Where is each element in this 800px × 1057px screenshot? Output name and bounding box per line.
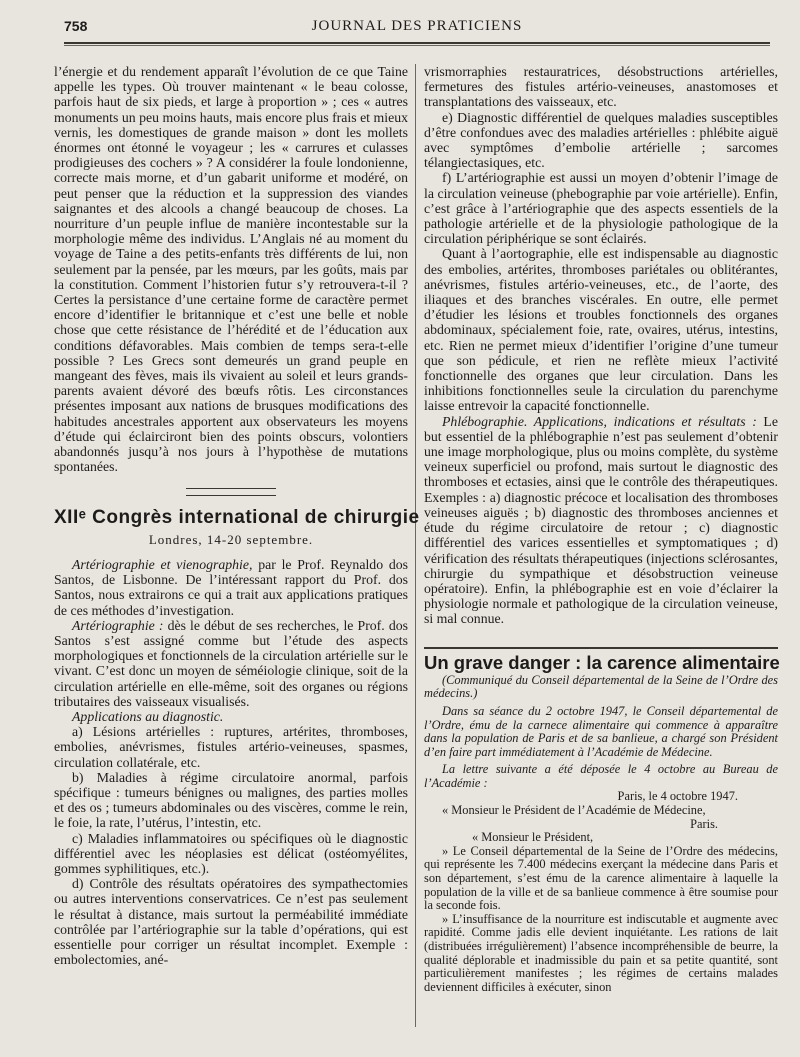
paragraph-text: par le Prof. Reynaldo dos Santos, de Lisbonne. De l’intéressant rapport du Prof. dos Santos, nous extrairons ce qui a trait aux applications pratiques de ces méthodes d’investigation. bbox=[54, 556, 408, 618]
list-item: c) Maladies inflammatoires ou spécifiques où le diagnostic différentiel avec les néoplasies est délicat (ostéomyélites, gommes syphilitiques, etc.). bbox=[54, 830, 408, 876]
paragraph bbox=[424, 414, 778, 627]
page-number: 758 bbox=[64, 18, 88, 34]
letter-paragraph: » L’insuffisance de la nourriture est indiscutable et augmente avec rapidité. Comme jadis elle devient inquiétante. Les rations de lait (distribuées irrégulièrement) l’absence incompréhensible de beurre, la qualité déplorable et inadmissible du pain et sa petite quantité, sont particulièrement manifestes ; les régimes de certains malades deviennent difficiles à exécuter, sinon bbox=[424, 911, 778, 994]
letter-intro: La lettre suivante a été déposée le 4 octobre au Bureau de l’Académie : bbox=[424, 762, 778, 790]
paragraph-text: dès le début de ses recherches, le Prof. dos Santos s’est assigné comme but l’étude des aspects morphologiques et fonctionnels de la circulation artérielle sur le vivant. C’est donc un moyen de séméiologie clinique, soit de la circulation artérielle en elle-même, soit des organes ou régions tributaires des vaisseaux visualisés. bbox=[54, 617, 408, 709]
list-item: e) Diagnostic différentiel de quelques maladies susceptibles d’être confondues avec des maladies artérielles : phlébite aiguë avec symptômes d’embolie artérielle ; sarcomes télangiectasiques, etc. bbox=[424, 109, 778, 171]
paragraph-lead: Phlébographie. Applications, indications et résultats : bbox=[442, 413, 757, 429]
letter-address-city: Paris. bbox=[690, 816, 718, 831]
paragraph: vrismorraphies restauratrices, désobstructions artérielles, fermetures des fistules artério-veineuses, anastomoses et transplantations des vaisseaux, etc. bbox=[424, 64, 778, 110]
congress-title: XIIᵉ Congrès international de chirurgie bbox=[54, 507, 420, 529]
article-title: Un grave danger : la carence alimentaire bbox=[424, 647, 778, 670]
paragraph: Quant à l’aortographie, elle est indispensable au diagnostic des embolies, artérites, thromboses pariétales ou oblitérantes, anévrismes, fistules artério-veineuses, etc., de l’aorte, des iliaques et des branches viscérales. En outre, elle permet d’étudier les lésions et troubles fonctionnels des organes abdominaux, spécialement foie, rate, ovaires, utérus, intestins, etc. Rien ne permet mieux d’identifier l’origine d’une tumeur que son pédicule, et rien ne reflète mieux l’activité fonctionnelle des organes que leur circulation. Dans les inhibitions fonctionnelles seule la circulation du parenchyme laisse entrevoir la capacité fonctionnelle. bbox=[424, 246, 778, 414]
section-separator bbox=[186, 488, 276, 496]
paragraph: l’énergie et du rendement apparaît l’évolution de ce que Taine appelle les types. Où trouver maintenant « le beau colosse, parfois haut de six pieds, et large à proportion » ; ces « autres monuments un peu moins hauts, mais encore plus frais et mieux vernis, les domestiques de grande maison » dont les mollets énormes ont étonné le voyageur ; les « carrures et culasses prodigieuses des cochers » ? A considérer la foule londonienne, correcte mais morne, et d’un gabarit uniforme et modéré, on peut penser que la réduction et la suppression des viandes saignantes et des alcools a changé beaucoup de choses. La nourriture d’un peuple influe de manière incontestable sur la morphologie même des individus. L’Anglais né au moment du voyage de Taine a des petits-enfants très différents de lui, non seulement par la pensée, par les mœurs, par les goûts, mais par la constitution. Comment l’historien futur s’y retrouvera-t-il ? Certes la persistance d’une certaine forme de caractère permet encore d’identifier le britannique et c’est une belle et noble chose que cette résistance de l’hérédité et de l’éducation aux conditions défavorables. Mais combien de temps sera-t-elle possible ? Les Grecs sont demeurés un grand peuple en mangeant des fèves, mais ils vivaient au soleil et leurs grands-parents avaient dévoré des bœufs rôtis. Les circonstances présentes imposant aux nations de brusques modifications des habitudes ancestrales apportent aux observateurs les moyens d’étude qui éclairciront bien des points obscurs, volontiers abandonnés jusqu’à nos jours à l’hypothèse de mutations spontanées. bbox=[54, 64, 408, 475]
letter-salutation: « Monsieur le Président, bbox=[472, 830, 594, 845]
paragraph bbox=[54, 618, 408, 709]
right-column bbox=[424, 64, 778, 994]
header-rule-thin bbox=[64, 45, 770, 46]
letter-paragraph: » Le Conseil départemental de la Seine de l’Ordre des médecins, qui représente les 7.400 médecins exerçant la médecine dans Paris et son département, s’est ému de la carence alimentaire à laquelle la population de la ville et de sa banlieue commence à être soumise pour la seconde fois. bbox=[424, 843, 778, 913]
list-item: b) Maladies à régime circulatoire anormal, parfois spécifique : tumeurs bénignes ou malignes, des parties molles et des os ; tumeurs abdominales ou des viscères, comme le rein, le foie, la rate, l’utérus, l’intestin, etc. bbox=[54, 769, 408, 831]
subheading: Applications au diagnostic. bbox=[72, 708, 224, 724]
letter-address: « Monsieur le Président de l’Académie de Médecine, bbox=[442, 803, 706, 818]
paragraph-text: Le but essentiel de la phlébographie n’est pas seulement d’obtenir une image morphologique, plus ou moins complète, du système veineux superficiel ou profond, mais surtout le diagnostic des thromboses et ectasies, ainsi que le contrôle des thérapeutiques. Exemples : a) diagnostic précoce et localisation des thromboses veineuses aiguës ; b) diagnostic des thromboses anciennes et étude du régime circulatoire de retour ; c) diagnostic différentiel des varices essentielles et symptomatiques ; d) vérification des résultats thérapeutiques (injections sclérosantes, chirurgie du sympathique et désobstruction veineuse opératoire). Enfin, la phlébographie est en voie d’éclairer la physiologie normale et pathologique de la circulation veineuse, si mal connue. bbox=[424, 413, 779, 627]
paragraph bbox=[54, 557, 408, 618]
congress-subtitle: Londres, 14-20 septembre. bbox=[148, 531, 314, 547]
paragraph-lead: Artériographie : bbox=[72, 617, 164, 633]
header-rule bbox=[64, 42, 770, 44]
journal-title: JOURNAL DES PRATICIENS bbox=[311, 18, 523, 34]
communique-note: (Communiqué du Conseil départemental de la Seine de l’Ordre des médecins.) bbox=[424, 672, 778, 701]
list-item: a) Lésions artérielles : ruptures, artérites, thromboses, embolies, anévrismes, fistules artério-veineuses, spasmes, circulation collatérale, etc. bbox=[54, 724, 408, 770]
column-divider bbox=[415, 64, 416, 1027]
list-item: f) L’artériographie est aussi un moyen d’obtenir l’image de la circulation veineuse (phebographie par voie artérielle). Enfin, c’est grâce à l’artériographie que des aspects essentiels de la pathologie artérielle et de la physiologie pathologique de la circulation périphérique se sont éclairés. bbox=[424, 170, 778, 247]
paragraph-lead: Artériographie et vienographie, bbox=[72, 556, 253, 572]
letter-date: Paris, le 4 octobre 1947. bbox=[617, 789, 738, 804]
left-column bbox=[54, 64, 420, 968]
page-header bbox=[64, 14, 770, 40]
seance-paragraph: Dans sa séance du 2 octobre 1947, le Conseil départemental de l’Ordre, ému de la carnece alimentaire qui commence à apparaître dans la population de Paris et de sa banlieue, a chargé son Président d’en faire part immédiatement à l’Académie de Médecine. bbox=[424, 703, 778, 759]
list-item: d) Contrôle des résultats opératoires des sympathectomies ou autres interventions conservatrices. Ce n’est pas seulement le résultat à distance, mais surtout la perméabilité immédiate contrôlée par l’artériographie sur la table d’opérations, qui est essentielle pour corriger un résultat incomplet. Exemple : embolectomies, ané- bbox=[54, 876, 408, 968]
